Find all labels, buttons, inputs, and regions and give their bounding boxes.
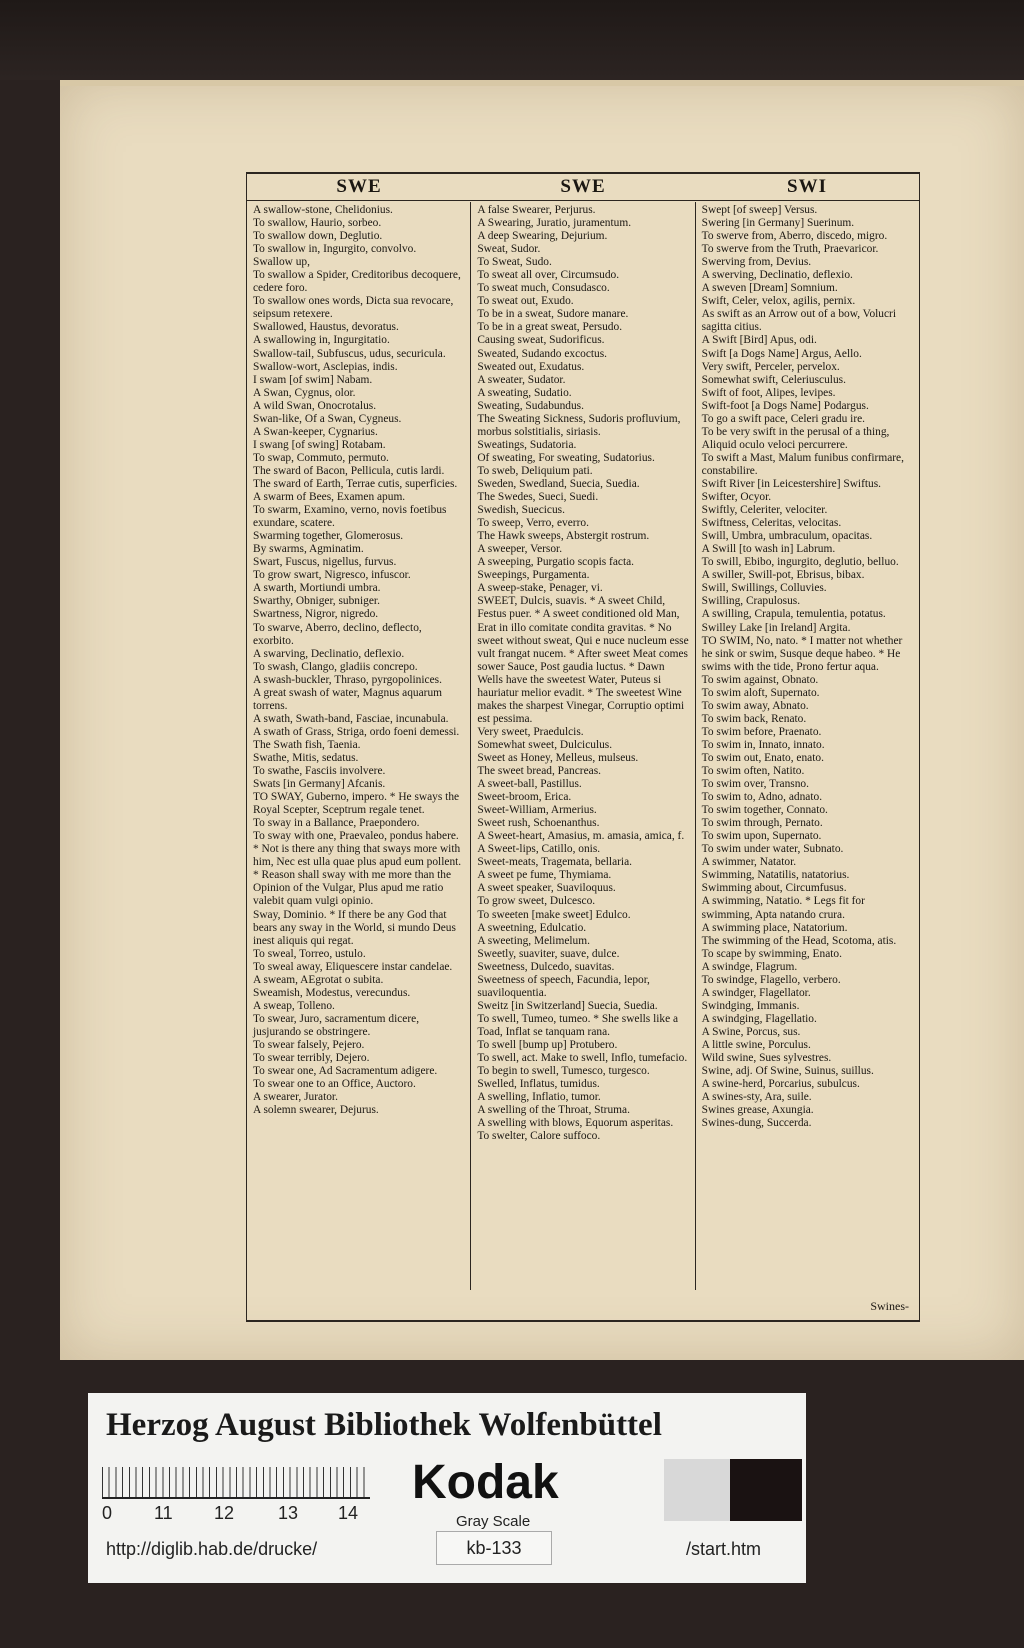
dictionary-entry: To swear, Juro, sacramentum dicere, jusjurando se obstringere.	[253, 1012, 420, 1038]
dictionary-entry: Swats [in Germany] Afcanis.	[253, 778, 386, 791]
library-name: Herzog August Bibliothek Wolfenbüttel	[106, 1407, 662, 1443]
dictionary-entry: To swear falsely, Pejero.	[253, 1039, 365, 1051]
dictionary-entry: Swill, Umbra, umbraculum, opacitas.	[701, 530, 873, 543]
dictionary-entry: Sweetness of speech, Facundia, lepor, suaviloquentia.	[477, 973, 650, 999]
dictionary-entry: To sweal, Torreo, ustulo.	[253, 947, 366, 960]
dictionary-entry: To swim to, Adno, adnato.	[701, 791, 823, 804]
gray-scale-label: Gray Scale	[456, 1513, 531, 1530]
dictionary-entry: To swerve from the Truth, Praevaricor.	[701, 243, 879, 256]
column-left	[247, 202, 471, 1290]
dictionary-entry: To swallow down, Deglutio.	[253, 230, 383, 243]
dictionary-entry: The Swedes, Sueci, Suedi.	[477, 491, 599, 504]
dictionary-entry: A swine-herd, Porcarius, subulcus.	[701, 1078, 860, 1091]
dictionary-entry: To be in a sweat, Sudore manare.	[477, 308, 629, 321]
dictionary-entry: Sweated out, Exudatus.	[477, 360, 585, 373]
catchword: Swines-	[870, 1299, 909, 1313]
kodak-logo: Kodak	[412, 1456, 559, 1509]
dictionary-entry: Very sweet, Praedulcis.	[477, 725, 584, 738]
dictionary-entry: Swiftness, Celeritas, velocitas.	[701, 517, 842, 530]
dictionary-entry: To swim before, Praenato.	[701, 725, 822, 738]
dictionary-entry: Very swift, Perceler, pervelox.	[701, 360, 840, 373]
dictionary-entry: By swarms, Agminatim.	[253, 543, 364, 556]
dictionary-entry: Swill, Swillings, Colluvies.	[701, 582, 827, 595]
dictionary-entry: Swarthy, Obniger, subniger.	[253, 595, 380, 608]
dictionary-entry: Swilling, Crapulosus.	[701, 595, 801, 608]
dictionary-entry: A sweam, AEgrotat o subita.	[253, 973, 384, 986]
scan-background	[0, 0, 1024, 80]
dictionary-entry: To sweat out, Exudo.	[477, 295, 574, 308]
ruler-number: 11	[154, 1503, 173, 1523]
dictionary-entry: Sweet-meats, Tragemata, bellaria.	[477, 856, 633, 869]
dictionary-entry: Swift, Celer, velox, agilis, pernix.	[701, 295, 856, 308]
dictionary-entry: A sweeping, Purgatio scopis facta.	[477, 556, 635, 569]
dictionary-entry: A great swash of water, Magnus aquarum torrens.	[253, 686, 443, 712]
dictionary-entry: A Swearing, Juratio, juramentum.	[477, 217, 632, 230]
columns	[247, 202, 919, 1290]
dictionary-entry: To swap, Commuto, permuto.	[253, 451, 389, 464]
dictionary-entry: To swell [bump up] Protubero.	[477, 1039, 618, 1051]
dictionary-entry: Swift [a Dogs Name] Argus, Aello.	[701, 347, 862, 360]
dictionary-entry: A sweet speaker, Suaviloquus.	[477, 882, 616, 895]
dictionary-entry: To be very swift in the perusal of a thing, Aliquid oculo veloci percurrere.	[701, 425, 890, 451]
dictionary-entry: A Swift [Bird] Apus, odi.	[701, 334, 817, 347]
running-head-left: SWE	[336, 176, 382, 197]
dictionary-entry: To swim together, Connato.	[701, 804, 828, 817]
dictionary-entry: To swarve, Aberro, declino, deflecto, exorbito.	[253, 621, 422, 647]
dictionary-entry: Causing sweat, Sudorificus.	[477, 334, 605, 347]
black-swatch	[730, 1459, 802, 1521]
dictionary-entry: To swim upon, Supernato.	[701, 830, 822, 843]
gray-swatch	[664, 1459, 730, 1521]
dictionary-entry: Swilley Lake [in Ireland] Argita.	[701, 621, 851, 634]
dictionary-entry: Somewhat sweet, Dulciculus.	[477, 738, 613, 751]
dictionary-entry: Sweating, Sudabundus.	[477, 399, 584, 412]
dictionary-entry: A Sweet-lips, Catillo, onis.	[477, 843, 601, 856]
dictionary-entry: A sweet pe fume, Thymiama.	[477, 869, 612, 882]
shelfmark-code: kb-133	[436, 1531, 552, 1565]
dictionary-entry: To sweb, Deliquium pati.	[477, 464, 593, 477]
dictionary-entry: To swell, Tumeo, tumeo. * She swells like a Toad, Inflat se tanquam rana.	[477, 1012, 679, 1038]
dictionary-entry: Wild swine, Sues sylvestres.	[701, 1052, 832, 1065]
dictionary-entry: A solemn swearer, Dejurus.	[253, 1104, 379, 1117]
dictionary-entry: To swallow, Haurio, sorbeo.	[253, 217, 382, 230]
dictionary-entry: The sweet bread, Pancreas.	[477, 765, 601, 778]
dictionary-entry: As swift as an Arrow out of a bow, Volucri sagitta citius.	[701, 308, 897, 334]
dictionary-entry: A swerving, Declinatio, deflexio.	[701, 269, 853, 282]
dictionary-entry: Sweitz [in Switzerland] Suecia, Suedia.	[477, 999, 658, 1012]
dictionary-entry: To swarm, Examino, verno, novis foetibus exundare, scatere.	[253, 504, 447, 530]
dictionary-entry: A swarving, Declinatio, deflexio.	[253, 647, 405, 660]
dictionary-entry: Sweet-broom, Erica.	[477, 791, 572, 804]
dictionary-entry: To sweat much, Consudasco.	[477, 282, 610, 295]
dictionary-entry: Swallow up,	[253, 256, 310, 269]
dictionary-entry: To swash, Clango, gladiis concrepo.	[253, 660, 418, 673]
dictionary-entry: Swering [in Germany] Suerinum.	[701, 217, 855, 230]
dictionary-entry: TO SWAY, Guberno, impero. * He sways the Royal Scepter, Sceptrum regale tenet.	[253, 791, 460, 817]
dictionary-entry: Sweetly, suaviter, suave, dulce.	[477, 947, 620, 960]
dictionary-entry: Swelled, Inflatus, tumidus.	[477, 1078, 600, 1091]
dictionary-entry: A swelling with blows, Equorum asperitas.	[477, 1117, 674, 1130]
dictionary-entry: Swiftly, Celeriter, velociter.	[701, 504, 828, 517]
dictionary-entry: The Hawk sweeps, Abstergit rostrum.	[477, 530, 650, 543]
dictionary-entry: A sweetning, Edulcatio.	[477, 921, 587, 934]
column-right	[696, 202, 919, 1290]
dictionary-entry: Swift of foot, Alipes, levipes.	[701, 386, 836, 399]
dictionary-entry: To swallow ones words, Dicta sua revocare, seipsum retexere.	[253, 295, 454, 321]
dictionary-entry: A sweeper, Versor.	[477, 543, 563, 556]
ruler-number: 0	[102, 1503, 113, 1523]
dictionary-entry: A wild Swan, Onocrotalus.	[253, 399, 377, 412]
dictionary-entry: To grow swart, Nigresco, infuscor.	[253, 569, 411, 582]
digital-library-url: http://diglib.hab.de/drucke/	[106, 1539, 318, 1559]
dictionary-entry: Sweepings, Purgamenta.	[477, 569, 590, 582]
dictionary-entry: To sweal away, Eliquescere instar candelae.	[253, 960, 453, 973]
dictionary-entry: The swimming of the Head, Scotoma, atis.	[701, 934, 897, 947]
dictionary-entry: To be in a great sweat, Persudo.	[477, 321, 623, 334]
dictionary-entry: Sweamish, Modestus, verecundus.	[253, 986, 411, 999]
dictionary-entry: SWEET, Dulcis, suavis. * A sweet Child, Festus puer. * A sweet conditioned old Man, Erat in illo comitate condita gravitas. * No sweet without sweat, Qui e nuce nucleum esse vult frangat nucem. * After sweet Meat comes sower Sauce, Post gaudia luctus. * Dawn Wells have the sweetest Water, Puteus si hauriatur melior evadit. * The sweetest Wine makes the sharpest Vinegar, Corruptio optimi est pessima.	[477, 595, 689, 725]
dictionary-entry: Swedish, Suecicus.	[477, 504, 565, 517]
dictionary-entry: Sweet as Honey, Melleus, mulseus.	[477, 751, 639, 764]
dictionary-entry: A sweating, Sudatio.	[477, 386, 572, 399]
dictionary-entry: Swifter, Ocyor.	[701, 491, 772, 504]
dictionary-entry: The Swath fish, Taenia.	[253, 738, 361, 751]
ruler-number: 13	[278, 1503, 299, 1523]
dictionary-entry: To swim under water, Subnato.	[701, 843, 844, 856]
dictionary-entry: To sweeten [make sweet] Edulco.	[477, 908, 631, 921]
dictionary-entry: Sweet-William, Armerius.	[477, 804, 597, 817]
dictionary-entry: Swallowed, Haustus, devoratus.	[253, 321, 399, 334]
dictionary-entry: A swindging, Flagellatio.	[701, 1012, 817, 1025]
dictionary-entry: Sweat, Sudor.	[477, 243, 541, 256]
dictionary-entry: A swearer, Jurator.	[253, 1091, 338, 1104]
dictionary-entry: Swindging, Immanis.	[701, 999, 800, 1012]
dictionary-entry: A little swine, Porculus.	[701, 1039, 811, 1051]
ruler-number: 12	[214, 1503, 235, 1523]
dictionary-entry: A swallow-stone, Chelidonius.	[253, 204, 393, 216]
dictionary-entry: Swept [of sweep] Versus.	[701, 204, 818, 216]
dictionary-entry: A sweep-stake, Penager, vi.	[477, 582, 603, 595]
page-edge	[60, 80, 1024, 86]
dictionary-entry: To sway in a Ballance, Praepondero.	[253, 817, 420, 830]
dictionary-entry: Swine, adj. Of Swine, Suinus, suillus.	[701, 1065, 874, 1078]
dictionary-entry: I swam [of swim] Nabam.	[253, 373, 373, 386]
dictionary-text-block	[246, 172, 920, 1322]
dictionary-entry: A swelling of the Throat, Struma.	[477, 1104, 630, 1117]
dictionary-entry: Swift-foot [a Dogs Name] Podargus.	[701, 399, 869, 412]
dictionary-entry: To swift a Mast, Malum funibus confirmare, constabilire.	[701, 451, 904, 477]
dictionary-entry: The sward of Earth, Terrae cutis, superficies.	[253, 477, 458, 490]
dictionary-entry: To sweat all over, Circumsudo.	[477, 269, 620, 282]
dictionary-entry: Swines-dung, Succerda.	[701, 1117, 812, 1130]
running-head-middle: SWE	[560, 176, 606, 197]
dictionary-entry: A swines-sty, Ara, suile.	[701, 1091, 812, 1104]
dictionary-entry: A swindger, Flagellator.	[701, 986, 811, 999]
dictionary-entry: To swim back, Renato.	[701, 712, 807, 725]
dictionary-entry: To swindge, Flagello, verbero.	[701, 973, 841, 986]
dictionary-entry: Sweatings, Sudatoria.	[477, 438, 577, 451]
dictionary-entry: Swines grease, Axungia.	[701, 1104, 814, 1117]
dictionary-entry: To swelter, Calore suffoco.	[477, 1130, 601, 1143]
dictionary-entry: A swarm of Bees, Examen apum.	[253, 491, 406, 504]
dictionary-entry: A swindge, Flagrum.	[701, 960, 798, 973]
dictionary-entry: Sweet rush, Schoenanthus.	[477, 817, 600, 830]
dictionary-entry: Of sweating, For sweating, Sudatorius.	[477, 451, 655, 464]
dictionary-entry: Swathe, Mitis, sedatus.	[253, 751, 359, 764]
dictionary-entry: A swimming place, Natatorium.	[701, 921, 848, 934]
dictionary-entry: To Sweat, Sudo.	[477, 256, 552, 269]
dictionary-entry: A swimming, Natatio. * Legs fit for swimming, Apta natando crura.	[701, 895, 865, 921]
dictionary-entry: Swartness, Nigror, nigredo.	[253, 608, 379, 621]
ruler-number: 14	[338, 1503, 359, 1523]
dictionary-entry: Swimming, Natatilis, natatorius.	[701, 869, 850, 882]
dictionary-entry: A Swan, Cygnus, olor.	[253, 386, 356, 399]
dictionary-entry: Sweden, Swedland, Suecia, Suedia.	[477, 477, 640, 490]
dictionary-entry: A swilling, Crapula, temulentia, potatus.	[701, 608, 886, 621]
dictionary-entry: A Sweet-heart, Amasius, m. amasia, amica, f.	[477, 830, 685, 843]
measurement-ruler	[102, 1467, 370, 1499]
dictionary-entry: Swarming together, Glomerosus.	[253, 530, 404, 543]
dictionary-entry: A swash-buckler, Thraso, pyrgopolinices.	[253, 673, 442, 686]
dictionary-entry: To swim in, Innato, innato.	[701, 738, 825, 751]
dictionary-entry: A swelling, Inflatio, tumor.	[477, 1091, 601, 1104]
dictionary-entry: A Swine, Porcus, sus.	[701, 1025, 801, 1038]
dictionary-entry: To swear terribly, Dejero.	[253, 1052, 370, 1065]
dictionary-entry: The sward of Bacon, Pellicula, cutis lardi.	[253, 464, 445, 477]
dictionary-entry: A swarth, Mortiundi umbra.	[253, 582, 381, 595]
dictionary-entry: To grow sweet, Dulcesco.	[477, 895, 596, 908]
dictionary-entry: To swim out, Enato, enato.	[701, 751, 824, 764]
dictionary-entry: To swallow in, Ingurgito, convolvo.	[253, 243, 417, 256]
dictionary-entry: To swear one to an Office, Auctoro.	[253, 1078, 416, 1091]
dictionary-entry: A swiller, Swill-pot, Ebrisus, bibax.	[701, 569, 865, 582]
dictionary-entry: TO SWIM, No, nato. * I matter not whether he sink or swim, Susque deque habeo. * He swims with the tide, Prono fertur aqua.	[701, 634, 903, 673]
dictionary-entry: To swerve from, Aberro, discedo, migro.	[701, 230, 888, 243]
dictionary-entry: To swim away, Abnato.	[701, 699, 809, 712]
dictionary-entry: To swear one, Ad Sacramentum adigere.	[253, 1065, 438, 1078]
dictionary-entry: To swim often, Natito.	[701, 765, 805, 778]
dictionary-entry: Somewhat swift, Celeriusculus.	[701, 373, 846, 386]
dictionary-entry: Swallow-wort, Asclepias, indis.	[253, 360, 398, 373]
dictionary-entry: A deep Swearing, Dejurium.	[477, 230, 608, 243]
dictionary-entry: Swift River [in Leicestershire] Swiftus.	[701, 477, 882, 490]
dictionary-entry: A swath of Grass, Striga, ordo foeni demessi.	[253, 725, 460, 738]
running-head-right: SWI	[787, 176, 827, 197]
dictionary-entry: The Sweating Sickness, Sudoris profluvium, morbus solstitialis, siriasis.	[477, 412, 681, 438]
dictionary-entry: A sweet-ball, Pastillus.	[477, 778, 582, 791]
dictionary-entry: A swimmer, Natator.	[701, 856, 797, 869]
dictionary-entry: Swart, Fuscus, nigellus, furvus.	[253, 556, 397, 569]
dictionary-entry: Sweetness, Dulcedo, suavitas.	[477, 960, 615, 973]
dictionary-entry: A swath, Swath-band, Fasciae, incunabula.	[253, 712, 449, 725]
dictionary-entry: To swim aloft, Supernato.	[701, 686, 820, 699]
dictionary-entry: To swallow a Spider, Creditoribus decoquere, cedere foro.	[253, 269, 461, 295]
dictionary-entry: To go a swift pace, Celeri gradu ire.	[701, 412, 866, 425]
start-page-path: /start.htm	[686, 1539, 762, 1559]
dictionary-entry: Swimming about, Circumfusus.	[701, 882, 847, 895]
dictionary-entry: Sway, Dominio. * If there be any God that bears any sway in the World, si mundo Deus inest aliquis qui regat.	[253, 908, 456, 947]
dictionary-entry: To swell, act. Make to swell, Inflo, tumefacio.	[477, 1052, 688, 1065]
column-middle	[471, 202, 695, 1290]
dictionary-entry: To swill, Ebibo, ingurgito, deglutio, belluo.	[701, 556, 899, 569]
running-heads	[247, 174, 919, 201]
dictionary-entry: Swallow-tail, Subfuscus, udus, securicula.	[253, 347, 446, 360]
dictionary-entry: A swallowing in, Ingurgitatio.	[253, 334, 390, 347]
dictionary-entry: Sweated, Sudando excoctus.	[477, 347, 608, 360]
dictionary-entry: Swan-like, Of a Swan, Cygneus.	[253, 412, 402, 425]
dictionary-entry: A false Swearer, Perjurus.	[477, 204, 596, 216]
dictionary-entry: To swim against, Obnato.	[701, 673, 819, 686]
dictionary-entry: A sweater, Sudator.	[477, 373, 566, 386]
dictionary-entry: I swang [of swing] Rotabam.	[253, 438, 386, 451]
dictionary-entry: To sway with one, Praevaleo, pondus habere. * Not is there any thing that sways more with him, Nec est ulla quae plus apud eum pollent. * Reason shall sway with me more than the Opinion of the Vulgar, Plus apud me ratio valebit quam vulgi opinio.	[253, 830, 462, 908]
dictionary-entry: To sweep, Verro, everro.	[477, 517, 589, 530]
dictionary-entry: To scape by swimming, Enato.	[701, 947, 842, 960]
dictionary-entry: A Swan-keeper, Cygnarius.	[253, 425, 378, 438]
dictionary-entry: A Swill [to wash in] Labrum.	[701, 543, 836, 556]
dictionary-entry: To begin to swell, Tumesco, turgesco.	[477, 1065, 650, 1078]
library-reference-card	[88, 1393, 806, 1583]
dictionary-entry: A sweap, Tolleno.	[253, 999, 335, 1012]
dictionary-entry: To swathe, Fasciis involvere.	[253, 765, 386, 778]
dictionary-entry: To swim over, Transno.	[701, 778, 809, 791]
dictionary-entry: A sweven [Dream] Somnium.	[701, 282, 838, 295]
dictionary-entry: A sweeting, Melimelum.	[477, 934, 590, 947]
dictionary-entry: Swerving from, Devius.	[701, 256, 812, 269]
dictionary-entry: To swim through, Pernato.	[701, 817, 823, 830]
